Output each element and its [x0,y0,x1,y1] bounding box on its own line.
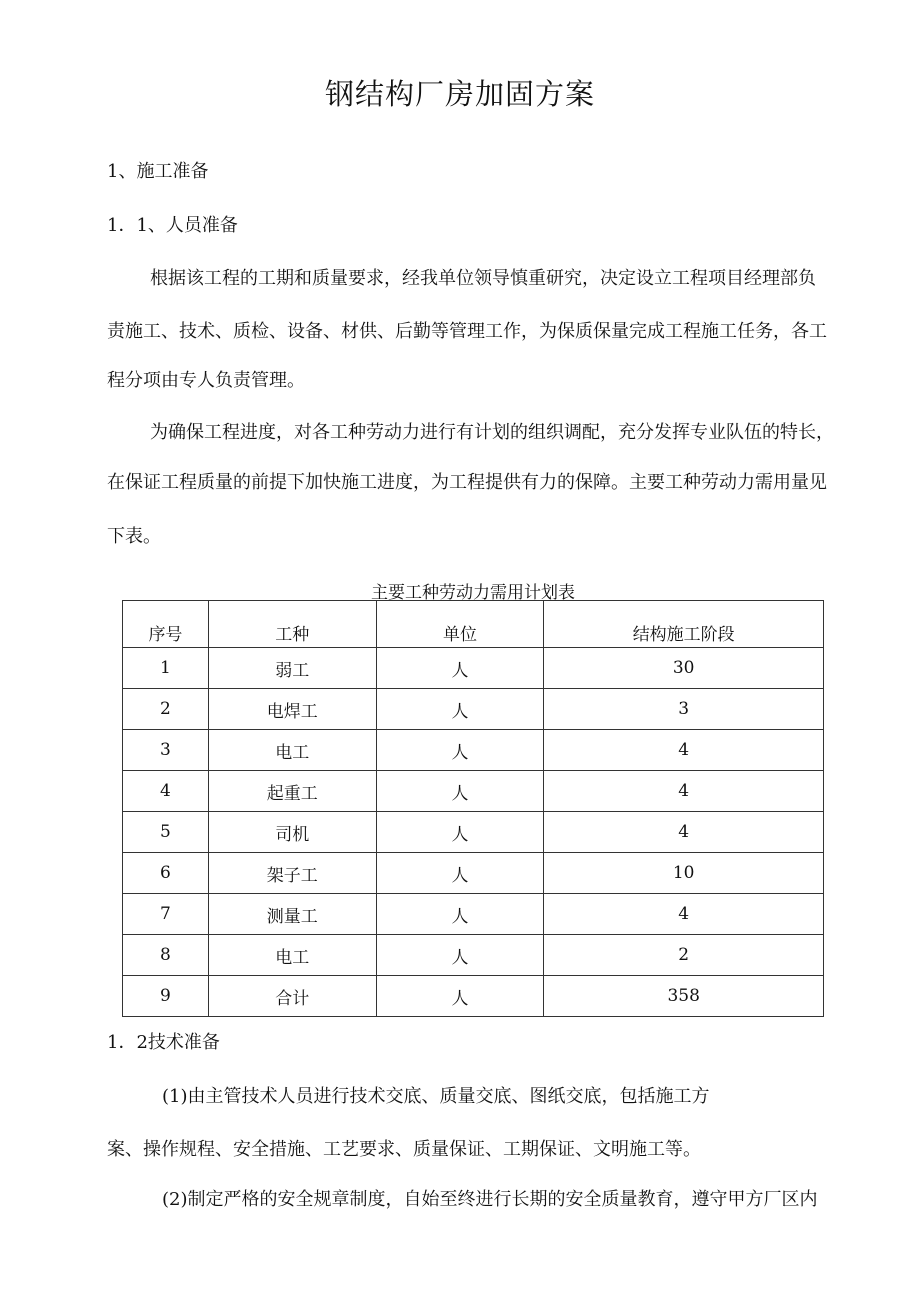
item-1-line-2: 案、操作规程、安全措施、工艺要求、质量保证、工期保证、文明施工等。 [107,1139,701,1160]
cell-count: 30 [544,648,824,689]
cell-count: 358 [544,976,824,1017]
paragraph-2-line-3: 下表。 [107,526,161,547]
cell-count: 4 [544,730,824,771]
cell-index: 2 [123,689,209,730]
paragraph-1-line-1: 根据该工程的工期和质量要求，经我单位领导慎重研究，决定设立工程项目经理部负 [150,268,816,289]
cell-unit: 人 [376,689,544,730]
page-title: 钢结构厂房加固方案 [324,77,595,111]
paragraph-1-line-2: 责施工、技术、质检、设备、材供、后勤等管理工作，为保质保量完成工程施工任务，各工 [107,321,827,342]
cell-trade: 电焊工 [208,689,376,730]
header-structure-phase: 结构施工阶段 [544,601,824,648]
table-row [123,730,824,771]
cell-index: 6 [123,853,209,894]
cell-trade: 起重工 [208,771,376,812]
table-row-total [123,976,824,1017]
cell-trade: 架子工 [208,853,376,894]
paragraph-1-line-3: 程分项由专人负责管理。 [107,370,305,391]
cell-unit: 人 [376,894,544,935]
table-row [123,771,824,812]
header-trade: 工种 [208,601,376,648]
header-index: 序号 [123,601,209,648]
cell-unit: 人 [376,730,544,771]
cell-unit: 人 [376,976,544,1017]
paragraph-2-line-1: 为确保工程进度，对各工种劳动力进行有计划的组织调配，充分发挥专业队伍的特长， [150,422,834,443]
cell-count: 4 [544,812,824,853]
table-row [123,935,824,976]
table-row [123,648,824,689]
labor-plan-table [122,600,824,1017]
table-row [123,812,824,853]
item-2-line-1: (2)制定严格的安全规章制度，自始至终进行长期的安全质量教育，遵守甲方厂区内 [162,1189,818,1210]
cell-count: 3 [544,689,824,730]
section-1-2-heading: 1．2技术准备 [107,1032,220,1053]
cell-count: 2 [544,935,824,976]
cell-unit: 人 [376,812,544,853]
cell-index: 3 [123,730,209,771]
paragraph-2-line-2: 在保证工程质量的前提下加快施工进度，为工程提供有力的保障。主要工种劳动力需用量见 [107,472,827,493]
section-1-heading: 1、施工准备 [107,161,209,182]
section-1-1-heading: 1．1、人员准备 [107,215,238,236]
cell-unit: 人 [376,935,544,976]
cell-trade: 电工 [208,935,376,976]
table-row [123,689,824,730]
cell-index: 8 [123,935,209,976]
cell-index: 7 [123,894,209,935]
cell-count: 4 [544,771,824,812]
cell-trade: 弱工 [208,648,376,689]
table-row [123,853,824,894]
table-header-row [123,601,824,648]
cell-count: 4 [544,894,824,935]
header-unit: 单位 [376,601,544,648]
cell-unit: 人 [376,853,544,894]
item-1-line-1: (1)由主管技术人员进行技术交底、质量交底、图纸交底，包括施工方 [162,1086,710,1107]
cell-trade: 合计 [208,976,376,1017]
cell-index: 9 [123,976,209,1017]
table-caption: 主要工种劳动力需用计划表 [371,583,575,603]
cell-trade: 测量工 [208,894,376,935]
cell-unit: 人 [376,648,544,689]
cell-trade: 司机 [208,812,376,853]
cell-index: 5 [123,812,209,853]
cell-count: 10 [544,853,824,894]
cell-trade: 电工 [208,730,376,771]
table-row [123,894,824,935]
cell-index: 4 [123,771,209,812]
cell-index: 1 [123,648,209,689]
cell-unit: 人 [376,771,544,812]
